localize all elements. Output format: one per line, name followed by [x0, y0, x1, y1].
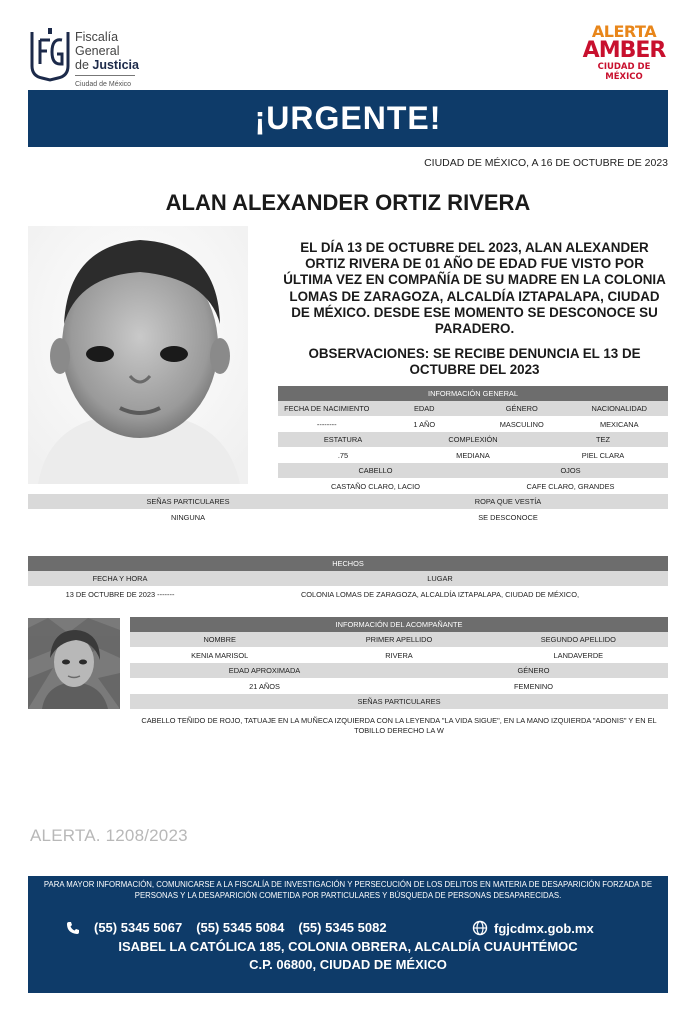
- website-link[interactable]: fgjcdmx.gob.mx: [494, 920, 594, 936]
- alerta-amber-logo: [578, 24, 670, 84]
- label-ropa: ROPA QUE VESTÍA: [474, 497, 542, 506]
- value-fecha-hora: 13 DE OCTUBRE DE 2023 -------: [65, 589, 175, 599]
- address-line-2: C.P. 06800, CIUDAD DE MÉXICO: [249, 957, 447, 972]
- address-line-1: ISABEL LA CATÓLICA 185, COLONIA OBRERA, ALCALDÍA CUAUHTÉMOC: [118, 939, 578, 954]
- value-fecha-nacimiento: --------: [316, 419, 337, 429]
- value-nombre: KENIA MARISOL: [191, 650, 249, 660]
- phone-3[interactable]: (55) 5345 5082: [298, 920, 387, 935]
- label-fecha-nacimiento: FECHA DE NACIMIENTO: [284, 404, 370, 413]
- phone-icon: [66, 921, 80, 935]
- label-ojos: OJOS: [560, 466, 581, 475]
- urgent-banner: ¡URGENTE!: [28, 90, 668, 147]
- footer: [28, 876, 668, 993]
- value-edad-aproximada: 21 AÑOS: [249, 681, 280, 691]
- info-general-labels-4: [28, 494, 668, 509]
- hechos-values: [28, 586, 668, 602]
- case-description: EL DÍA 13 DE OCTUBRE DEL 2023, ALAN ALEXANDER ORTIZ RIVERA DE 01 AÑO DE EDAD FUE VISTO POR ÚLTIMA VEZ EN COMPAÑÍA DE SU MADRE EN LA COLONIA LOMAS DE ZARAGOZA, ALCALDÍA IZTAPALAPA, CIUDAD DE MÉXICO. DESDE ESE MOMENTO SE DESCONOCE SU PARADERO.: [283, 240, 666, 337]
- footer-website: [472, 920, 594, 936]
- value-genero: MASCULINO: [499, 419, 544, 429]
- info-general-labels-1: [278, 401, 668, 416]
- amber-line-3: CIUDAD DE MÉXICO: [597, 62, 651, 82]
- label-cabello: CABELLO: [358, 466, 393, 475]
- value-edad: 1 AÑO: [413, 419, 436, 429]
- hechos-title: HECHOS: [332, 559, 364, 568]
- label-senas-acompanante: SEÑAS PARTICULARES: [357, 697, 441, 706]
- globe-icon: [472, 920, 488, 936]
- info-general-header: [278, 386, 668, 401]
- fgj-logo-icon: [28, 26, 72, 82]
- value-tez: PIEL CLARA: [581, 450, 625, 460]
- label-lugar: LUGAR: [427, 574, 453, 583]
- value-estatura: .75: [337, 450, 349, 460]
- org-line-2: General: [75, 44, 120, 58]
- info-general-values-2: [278, 447, 668, 463]
- org-line-3: de: [75, 58, 89, 72]
- value-lugar: COLONIA LOMAS DE ZARAGOZA, ALCALDÍA IZTAPALAPA, CIUDAD DE MÉXICO,: [300, 589, 580, 599]
- fgj-wordmark: [75, 30, 139, 92]
- footer-address: [28, 938, 668, 974]
- label-edad-aproximada: EDAD APROXIMADA: [228, 666, 301, 675]
- phone-2[interactable]: (55) 5345 5084: [196, 920, 285, 935]
- info-general-values-3: [278, 478, 668, 494]
- companion-photo: [28, 618, 120, 709]
- companion-marks-text: CABELLO TEÑIDO DE ROJO, TATUAJE EN LA MUÑECA IZQUIERDA CON LA LEYENDA "LA VIDA SIGUE", EN LA MANO IZQUIERDA "ADONIS" Y EN EL TOBILLO DERECHO LA W: [141, 716, 657, 735]
- org-line-3-bold: Justicia: [92, 58, 139, 72]
- label-genero-acompanante: GÉNERO: [517, 666, 550, 675]
- value-nacionalidad: MEXICANA: [599, 419, 639, 429]
- missing-person-name: ALAN ALEXANDER ORTIZ RIVERA: [165, 190, 531, 215]
- label-segundo-apellido: SEGUNDO APELLIDO: [540, 635, 616, 644]
- hechos-labels: [28, 571, 668, 586]
- info-general-title: INFORMACIÓN GENERAL: [428, 389, 518, 398]
- value-senas-particulares: NINGUNA: [170, 512, 206, 522]
- value-cabello: CASTAÑO CLARO, LACIO: [331, 481, 420, 491]
- amber-line-2: AMBER: [582, 38, 666, 63]
- amber-line-1: ALERTA: [591, 22, 657, 41]
- info-general-values-4: [28, 509, 668, 525]
- acompanante-labels-1: [130, 632, 668, 647]
- label-nombre: NOMBRE: [203, 635, 236, 644]
- value-ojos: CAFE CLARO, GRANDES: [526, 481, 615, 491]
- alert-number: ALERTA. 1208/2023: [30, 826, 188, 845]
- acompanante-header: [130, 617, 668, 632]
- hechos-header: [28, 556, 668, 571]
- missing-child-photo: [28, 226, 248, 484]
- label-edad: EDAD: [413, 404, 435, 413]
- acompanante-values-2: [130, 678, 668, 694]
- phone-1[interactable]: (55) 5345 5067: [94, 920, 183, 935]
- acompanante-values-1: [130, 647, 668, 663]
- footer-phones: [66, 920, 387, 935]
- info-general-labels-2: [278, 432, 668, 447]
- value-primer-apellido: RIVERA: [385, 650, 413, 660]
- label-senas-particulares: SEÑAS PARTICULARES: [146, 497, 230, 506]
- acompanante-title: INFORMACIÓN DEL ACOMPAÑANTE: [335, 620, 463, 629]
- info-general-values-1: [278, 416, 668, 432]
- info-general-labels-3: [278, 463, 668, 478]
- acompanante-labels-2: [130, 663, 668, 678]
- footer-info: PARA MAYOR INFORMACIÓN, COMUNICARSE A LA FISCALÍA DE INVESTIGACIÓN Y PERSECUCIÓN DE LOS DELITOS EN MATERIA DE DESAPARICIÓN FORZADA DE PERSONAS Y LA DESAPARICIÓN COMETIDA POR PARTICULARES Y BÚSQUEDA DE PERSONAS DESAPARECIDAS.: [43, 880, 653, 900]
- label-genero: GÉNERO: [505, 404, 538, 413]
- value-complexion: MEDIANA: [456, 450, 490, 460]
- observations: OBSERVACIONES: SE RECIBE DENUNCIA EL 13 DE OCTUBRE DEL 2023: [308, 346, 641, 378]
- value-genero-acompanante: FEMENINO: [513, 681, 553, 691]
- date-line: CIUDAD DE MÉXICO, A 16 DE OCTUBRE DE 2023: [424, 157, 668, 169]
- label-primer-apellido: PRIMER APELLIDO: [365, 635, 433, 644]
- label-estatura: ESTATURA: [323, 435, 363, 444]
- label-tez: TEZ: [596, 435, 610, 444]
- value-ropa: SE DESCONOCE: [478, 512, 538, 522]
- label-complexion: COMPLEXIÓN: [448, 435, 498, 444]
- acompanante-senas-header: [130, 694, 668, 709]
- value-segundo-apellido: LANDAVERDE: [553, 650, 604, 660]
- org-sub: Ciudad de México: [75, 75, 135, 92]
- org-line-1: Fiscalía: [75, 30, 119, 44]
- label-fecha-hora: FECHA Y HORA: [92, 574, 148, 583]
- label-nacionalidad: NACIONALIDAD: [591, 404, 647, 413]
